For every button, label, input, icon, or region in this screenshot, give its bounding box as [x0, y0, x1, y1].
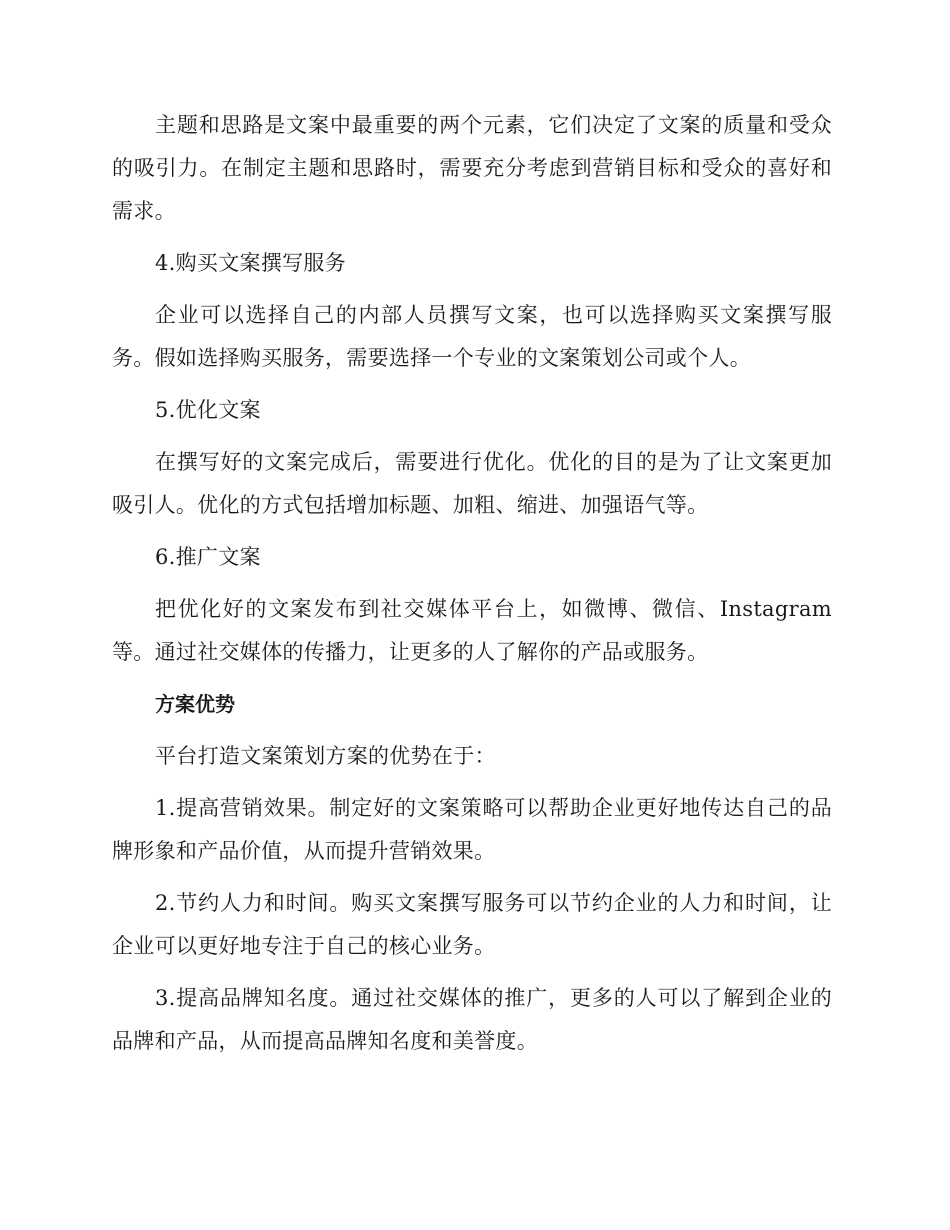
step-6-title: 6.推广文案 — [155, 545, 261, 569]
advantage-item-2: 2.节约人力和时间。购买文案撰写服务可以节约企业的人力和时间，让企业可以更好地专注于自己的核心业务。 — [112, 891, 832, 958]
paragraph-theme-and-approach: 主题和思路是文案中最重要的两个元素，它们决定了文案的质量和受众的吸引力。在制定主题和思路时，需要充分考虑到营销目标和受众的喜好和需求。 — [112, 113, 832, 223]
document-body — [112, 104, 832, 1072]
step-5-title: 5.优化文案 — [155, 398, 261, 422]
paragraph-advantages-intro: 平台打造文案策划方案的优势在于： — [155, 744, 496, 768]
advantage-item-3: 3.提高品牌知名度。通过社交媒体的推广，更多的人可以了解到企业的品牌和产品，从而提高品牌知名度和美誉度。 — [112, 986, 832, 1053]
paragraph-promote: 把优化好的文案发布到社交媒体平台上，如微博、微信、Instagram等。通过社交媒体的传播力，让更多的人了解你的产品或服务。 — [112, 597, 832, 664]
paragraph-purchase-service: 企业可以选择自己的内部人员撰写文案，也可以选择购买文案撰写服务。假如选择购买服务，需要选择一个专业的文案策划公司或个人。 — [112, 303, 832, 370]
advantage-item-1: 1.提高营销效果。制定好的文案策略可以帮助企业更好地传达自己的品牌形象和产品价值，从而提升营销效果。 — [112, 796, 832, 863]
section-heading-advantages: 方案优势 — [155, 692, 235, 716]
step-4-title: 4.购买文案撰写服务 — [155, 251, 347, 275]
paragraph-optimize: 在撰写好的文案完成后，需要进行优化。优化的目的是为了让文案更加吸引人。优化的方式包括增加标题、加粗、缩进、加强语气等。 — [112, 450, 832, 517]
